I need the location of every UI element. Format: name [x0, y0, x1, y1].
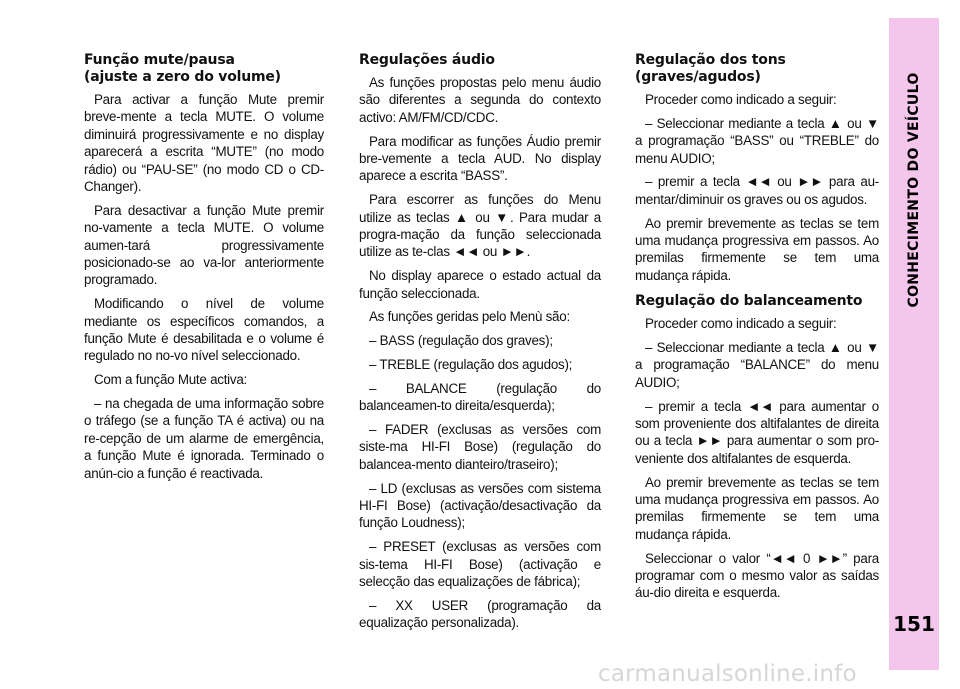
paragraph: Proceder como indicado a seguir: — [645, 92, 837, 107]
list-item: – BASS (regulação dos graves); — [369, 333, 553, 349]
paragraph: Para modificar as funções Áudio premir bre-vemente a tecla AUD. No display aparece a escrita “BASS”. — [359, 133, 601, 184]
paragraph: Seleccionar o valor “◄◄ 0 ►►” para programar com o mesmo valor as saídas áu-dio direita e esquerda. — [635, 550, 879, 601]
heading-mute-pause-line1: Função mute/pausa — [84, 52, 235, 68]
list-item: – XX USER (programação da equalização personalizada). — [359, 597, 601, 631]
paragraph: Modificando o nível de volume mediante os específicos comandos, a função Mute é desabilitada e o volume é regulado no no-vo nível seleccionado. — [84, 296, 324, 364]
paragraph: As funções geridas pelo Menù são: — [369, 309, 570, 325]
list-item: – LD (exclusas as versões com sistema HI-FI Bose) (activação/desactivação da função Loudness); — [359, 480, 601, 531]
paragraph: Para escorrer as funções do Menu utilize as teclas ▲ ou ▼. Para mudar a progra-mação da função seleccionada utilize as te-clas ◄◄ ou ►►. — [359, 192, 601, 260]
paragraph: – premir a tecla ◄◄ ou ►► para au-mentar/diminuir os graves ou os agudos. — [635, 174, 879, 207]
list-item: – BALANCE (regulação do balanceamen-to direita/esquerda); — [359, 380, 601, 414]
paragraph: Para desactivar a função Mute premir no-vamente a tecla MUTE. O volume aumen-tará progressivamente posicionado-se ao va-lor anteriormente programado. — [84, 202, 324, 288]
heading-mute-pause-line2: (ajuste a zero do volume) — [84, 69, 281, 85]
column-mute-pause — [84, 52, 324, 488]
paragraph: No display aparece o estado actual da função seleccionada. — [359, 268, 601, 301]
section-title: CONHECIMENTO DO VEÍCULO — [906, 72, 922, 308]
paragraph: As funções propostas pelo menu áudio são diferentes a segunda do contexto activo: AM/FM/CD/CDC. — [359, 75, 601, 125]
paragraph: Ao premir brevemente as teclas se tem uma mudança progressiva em passos. Ao premilas firmemente se tem uma mudança rápida. — [635, 474, 879, 542]
heading-balance-regulation: Regulação do balanceamento — [635, 293, 863, 310]
heading-audio-settings: Regulações áudio — [359, 52, 495, 68]
heading-tone-regulation — [635, 52, 879, 86]
paragraph: – premir a tecla ◄◄ para aumentar o som proveniente dos altifalantes de direita ou a tecla ►► para aumentar o som pro-veniente dos altifalantes de esquerda. — [635, 398, 879, 466]
list-item: – TREBLE (regulação dos agudos); — [369, 357, 573, 373]
column-audio-settings — [359, 52, 601, 638]
watermark-text: carmanualsonline.info — [598, 661, 857, 687]
page-number: 151 — [893, 612, 935, 636]
paragraph: Ao premir brevemente as teclas se tem uma mudança progressiva em passos. Ao premilas firmemente se tem uma mudança rápida. — [635, 215, 879, 283]
paragraph: – Seleccionar mediante a tecla ▲ ou ▼ a programação “BALANCE” do menu AUDIO; — [635, 340, 879, 390]
heading-mute-pause — [84, 52, 324, 86]
heading-tone-line1: Regulação dos tons — [635, 52, 786, 68]
heading-tone-line2: (graves/agudos) — [635, 69, 761, 85]
paragraph: Proceder como indicado a seguir: — [645, 316, 837, 332]
column-tone-balance — [635, 52, 879, 608]
list-item: – PRESET (exclusas as versões com sis-tema HI-FI Bose) (activação e selecção das equalizações de fábrica); — [359, 539, 601, 590]
paragraph: – na chegada de uma informação sobre o tráfego (se a função TA é activa) ou na re-cepção de um alarme de emergência, a função Mute é ignorada. Terminado o anún-cio a função é reactivada. — [84, 396, 324, 481]
list-item: – FADER (exclusas as versões com siste-ma HI-FI Bose) (regulação do balancea-mento dianteiro/traseiro); — [359, 422, 601, 472]
paragraph: Para activar a função Mute premir breve-mente a tecla MUTE. O volume diminuirá progressivamente e no display aparecerá a escrita “MUTE” (no modo rádio) ou “PAU-SE” (no modo CD o CD-Changer). — [84, 92, 324, 195]
paragraph: Com a função Mute activa: — [94, 372, 248, 388]
paragraph: – Seleccionar mediante a tecla ▲ ou ▼ a programação “BASS” ou “TREBLE” do menu AUDIO; — [635, 115, 879, 166]
